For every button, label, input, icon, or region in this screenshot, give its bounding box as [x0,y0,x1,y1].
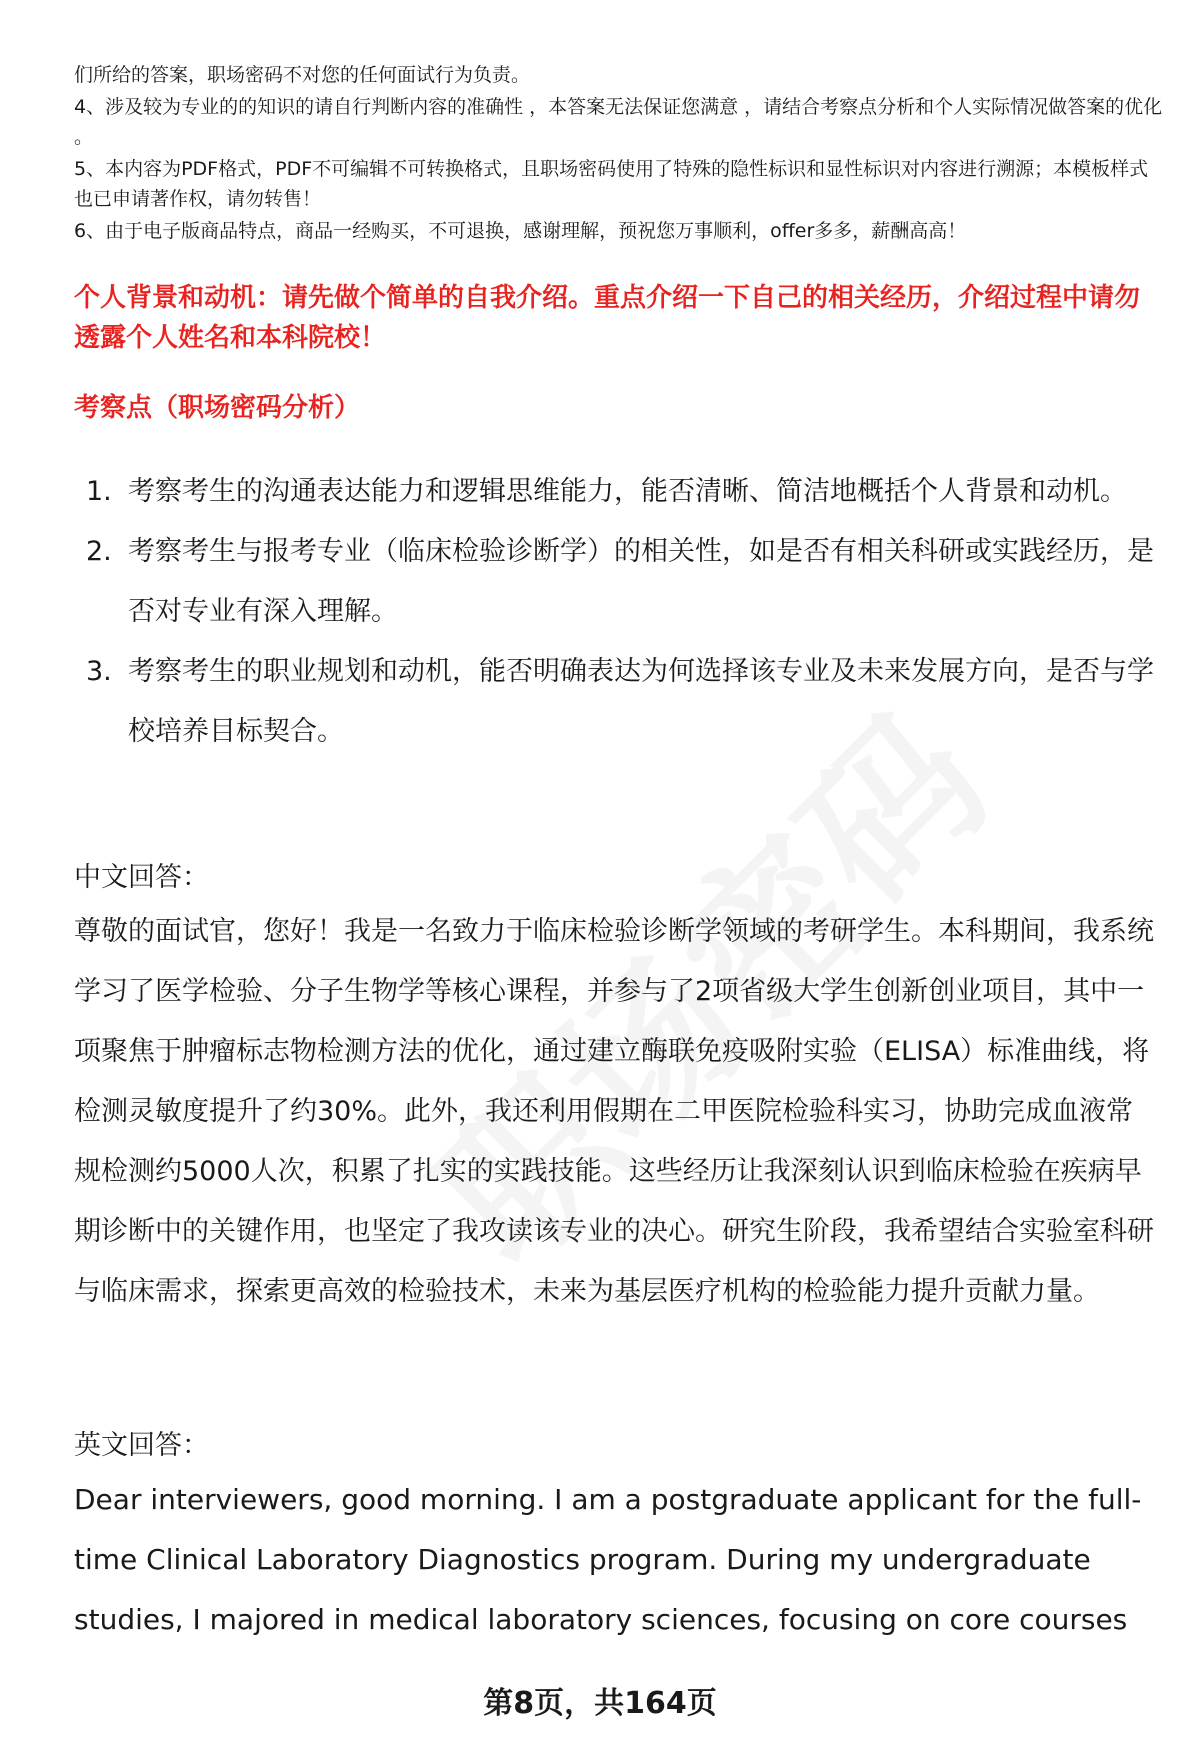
list-item-number: 3. [86,656,112,687]
key-points-list [74,462,1154,762]
list-item [74,462,1154,522]
list-item-number: 2. [86,536,112,567]
english-answer-text: Dear interviewers, good morning. I am a postgraduate applicant for the full-time Clinical Laboratory Diagnostics program. During my undergraduate studies, I majored in medical laboratory sciences, focusing on core courses [74,1483,1142,1636]
chinese-answer-label: 中文回答： [74,862,209,893]
page-number: 第8页，共164页 [483,1686,717,1721]
key-points-title: 考察点（职场密码分析） [74,393,361,423]
list-item-text: 考察考生与报考专业（临床检验诊断学）的相关性，如是否有相关科研或实践经历，是否对专业有深入理解。 [128,536,1154,627]
chinese-answer-text: 尊敬的面试官，您好！我是一名致力于临床检验诊断学领域的考研学生。本科期间，我系统学习了医学检验、分子生物学等核心课程，并参与了2项省级大学生创新创业项目，其中一项聚焦于肿瘤标志物检测方法的优化，通过建立酶联免疫吸附实验（ELISA）标准曲线，将检测灵敏度提升了约30%。此外，我还利用假期在二甲医院检验科实习，协助完成血液常规检测约5000人次，积累了扎实的实践技能。这些经历让我深刻认识到临床检验在疾病早期诊断中的关键作用，也坚定了我攻读该专业的决心。研究生阶段，我希望结合实验室科研与临床需求，探索更高效的检验技术，未来为基层医疗机构的检验能力提升贡献力量。 [74,916,1154,1307]
notice-line: 6、由于电子版商品特点，商品一经购买，不可退换，感谢理解，预祝您万事顺利，offer多多，薪酬高高！ [74,220,967,242]
list-item-text: 考察考生的职业规划和动机，能否明确表达为何选择该专业及未来发展方向，是否与学校培养目标契合。 [128,656,1154,747]
notice-line: 4、涉及较为专业的的知识的请自行判断内容的准确性 ，本答案无法保证您满意 ，请结合考察点分析和个人实际情况做答案的优化 。 [74,96,1163,148]
english-answer-label: 英文回答： [74,1430,209,1461]
interview-question: 个人背景和动机：请先做个简单的自我介绍。重点介绍一下自己的相关经历，介绍过程中请勿透露个人姓名和本科院校！ [74,283,1141,353]
notice-line: 们所给的答案，职场密码不对您的任何面试行为负责。 [74,64,531,86]
list-item-text: 考察考生的沟通表达能力和逻辑思维能力，能否清晰、简洁地概括个人背景和动机。 [128,476,1127,507]
list-item-number: 1. [86,476,112,507]
list-item [74,522,1154,642]
notice-line: 5、本内容为PDF格式，PDF不可编辑不可转换格式，且职场密码使用了特殊的隐性标识和显性标识对内容进行溯源；本模板样式也已申请著作权，请勿转售！ [74,158,1149,210]
list-item [74,642,1154,762]
